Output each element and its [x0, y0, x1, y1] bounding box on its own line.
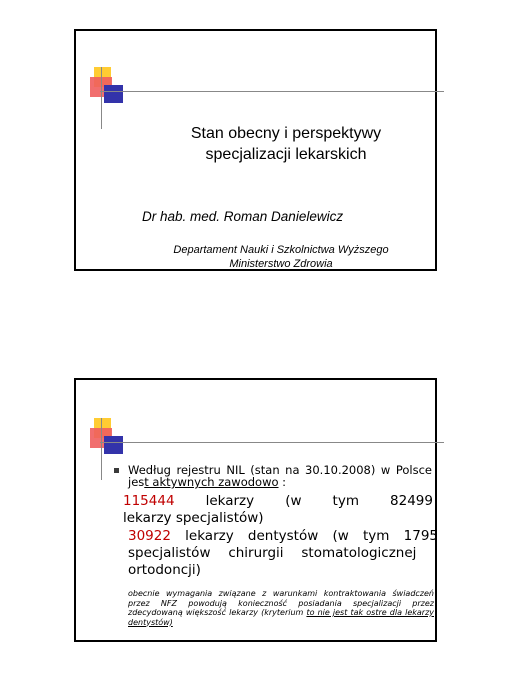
statistics-slide: [74, 378, 437, 642]
dentists-count: 30922: [128, 528, 171, 544]
vertical-rule: [101, 418, 102, 480]
stat1-word-1: lekarzy: [205, 493, 255, 509]
stat1-word-3: tym: [332, 493, 359, 509]
doctors-count: 115444: [123, 493, 175, 509]
horizontal-rule: [100, 91, 444, 92]
dentists-text: lekarzy dentystów (w tym 1795 specjalistów chirurgii stomatologicznej i ortodoncji): [128, 528, 438, 578]
doctors-statistic: [123, 493, 433, 527]
bullet-icon: [114, 468, 119, 473]
bullet-text-underlined: t aktywnych zawodowo: [144, 475, 279, 489]
stat1-word-2: (w: [285, 493, 302, 509]
department: [146, 243, 416, 271]
title-slide: [74, 29, 437, 271]
horizontal-rule: [100, 442, 444, 443]
title-line-1: Stan obecny i perspektywy: [190, 125, 382, 142]
footnote: [128, 589, 434, 627]
footnote-underlined: to nie jest tak ostre dla lekarzy dentystów): [128, 608, 434, 627]
blue-square-decoration: [104, 436, 123, 454]
footnote-text: obecnie wymagania związane z warunkami kontraktowania świadczeń przez NFZ powodują konieczność posiadania specjalizacji przez zdecydowaną większość lekarzy (kryterium: [128, 589, 434, 617]
bullet-item: [114, 464, 432, 488]
bullet-text-part-a: Według rejestru NIL (stan na 30.10.2008) w Polsce jes: [128, 463, 432, 489]
title-line-2: specjalizacji lekarskich: [205, 146, 367, 163]
dentists-statistic: [128, 528, 438, 579]
blue-square-decoration: [104, 85, 123, 103]
author-name: Dr hab. med. Roman Danielewicz: [142, 209, 344, 224]
department-line-2: Ministerstwo Zdrowia: [229, 258, 333, 270]
stat1-line-2: lekarzy specjalistów): [123, 510, 264, 526]
vertical-rule: [101, 67, 102, 129]
specialists-count: 82499: [390, 493, 433, 509]
slide-title: [136, 123, 436, 165]
bullet-text: [128, 464, 432, 488]
department-line-1: Departament Nauki i Szkolnictwa Wyższego: [173, 244, 389, 256]
bullet-text-part-c: :: [278, 475, 287, 489]
